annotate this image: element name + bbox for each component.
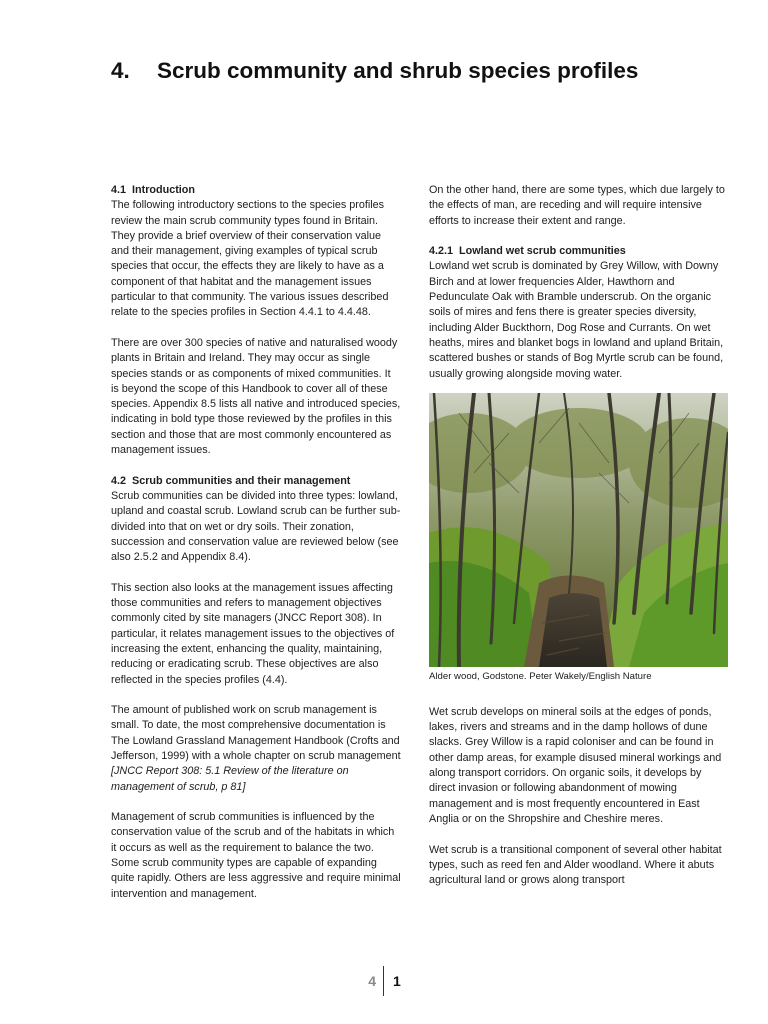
section-heading-4-1: 4.1 Introduction [111, 184, 195, 196]
intro-paragraph-2: There are over 300 species of native and naturalised woody plants in Britain and Ireland. They may occur as single species stands or as components of mixed communities. It is beyond the scope of this Handbook to cover all of these species. Appendix 8.5 lists all native and introduced species, indicating in bold type those reviewed by the profiles in this section and those that are most commonly encountered as management issues. [111, 336, 401, 457]
intro-paragraph-1: The following introductory sections to the species profiles review the main scrub community types found in Britain. They provide a brief overview of their conservation value and their management, giving examples of typical scrub species that occur, the effects they are likely to have as a component of that habitat and the management issues particular to that community. The various issues described relate to the species profiles in Section 4.4.1 to 4.4.48. [111, 199, 389, 319]
right-paragraph-1: On the other hand, there are some types, which due largely to the effects of man, are receding and will require intensive efforts to increase their extent and range. [429, 184, 725, 227]
wet-scrub-paragraph-1: Lowland wet scrub is dominated by Grey Willow, with Downy Birch and at lower frequencies Alder, Hawthorn and Pedunculate Oak with Bramble underscrub. On the organic soils of mires and fens there is greater species diversity, including Alder Buckthorn, Dog Rose and Currants. On wet heaths, mires and blanket bogs in lowland and upland Britain, scattered bushes or stands of Bog Myrtle scrub can be found, usually growing alongside moving water. [429, 260, 724, 380]
right-column [429, 183, 729, 888]
jncc-reference: [JNCC Report 308: 5.1 Review of the literature on management of scrub, p 81] [111, 765, 349, 793]
footer-page-number: 1 [393, 973, 401, 989]
page-footer [0, 966, 768, 996]
chapter-title: Scrub community and shrub species profiles [157, 58, 639, 83]
communities-paragraph-3: The amount of published work on scrub management is small. To date, the most comprehensive documentation is The Lowland Grassland Management Handbook (Crofts and Jefferson, 1999) with a whole chapter on scrub management [JNCC Report 308: 5.1 Review of the literature on management of scrub, p 81] [111, 704, 401, 793]
communities-paragraph-2: This section also looks at the management issues affecting those communities and refers to management objectives commonly cited by site managers (JNCC Report 308). In particular, it relates management issues to the objectives of increasing the extent, enhancing the quality, maintaining, reducing or eradicating scrub. These objectives are also reflected in the species profiles (4.4). [111, 581, 395, 686]
wet-scrub-paragraph-3: Wet scrub is a transitional component of several other habitat types, such as reed fen and Alder woodland. Where it abuts agricultural land or grows along transport [429, 843, 722, 887]
alder-wood-photo [429, 393, 728, 667]
chapter-heading [111, 58, 638, 84]
section-heading-4-2: 4.2 Scrub communities and their management [111, 474, 351, 487]
left-column [111, 183, 401, 902]
chapter-number: 4. [111, 58, 130, 83]
footer-divider [383, 966, 384, 996]
footer-chapter-number: 4 [368, 973, 376, 989]
communities-paragraph-4: Management of scrub communities is influenced by the conservation value of the scrub and of the habitats in which it occurs as well as the requirement to balance the two. Some scrub community types are capable of expanding quite rapidly. Others are less aggressive and require minimal intervention and management. [111, 811, 401, 900]
communities-paragraph-1: Scrub communities can be divided into three types: lowland, upland and coastal scrub. Lowland scrub can be further sub-divided into that on wet or dry soils. Their zonation, succession and conservation value are reviewed below (see also 2.5.2 and Appendix 8.4). [111, 489, 401, 564]
wet-scrub-paragraph-2: Wet scrub develops on mineral soils at the edges of ponds, lakes, rivers and streams and in the damp hollows of dune slacks. Grey Willow is a rapid coloniser and can be found in other damp areas, for example disused mineral workings and along transport corridors. On organic soils, it develops by direct invasion or following abandonment of mowing management and is most frequently encountered in East Anglia or on the Shropshire and Cheshire meres. [429, 705, 722, 825]
section-heading-4-2-1: 4.2.1 Lowland wet scrub communities [429, 245, 626, 258]
photo-caption: Alder wood, Godstone. Peter Wakely/English Nature [429, 670, 652, 682]
